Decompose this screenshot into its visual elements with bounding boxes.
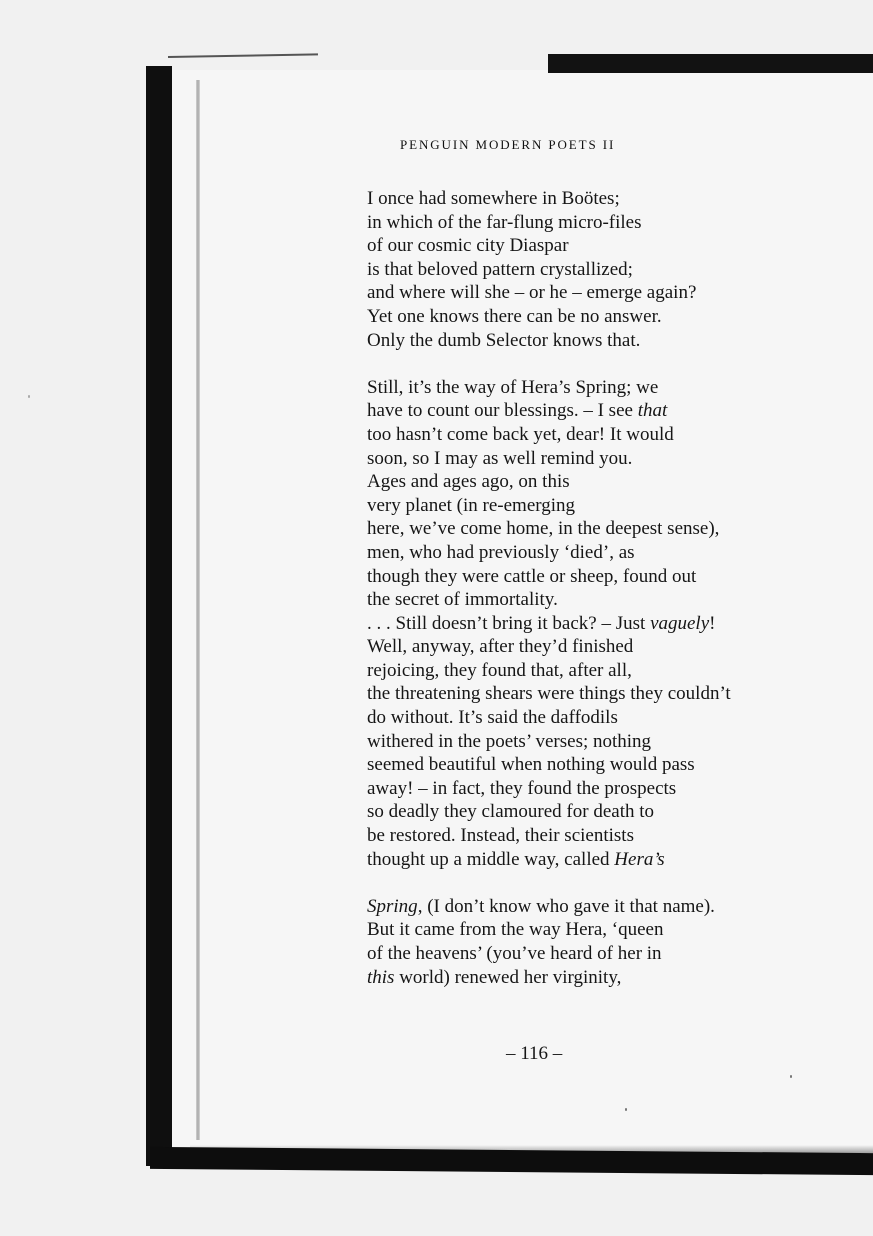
- line-text: and where will she – or he – emerge again?: [367, 282, 697, 304]
- line-text: world) renewed her virginity,: [394, 966, 622, 988]
- poem-line: [367, 800, 867, 824]
- poem-line: [367, 281, 867, 305]
- page-number: – 116 –: [506, 1043, 563, 1064]
- top-edge-rule: [168, 53, 318, 58]
- poem-line: [367, 612, 867, 636]
- line-text: , (I don’t know who gave it that name).: [417, 895, 715, 917]
- line-text: Yet one knows there can be no answer.: [367, 305, 662, 327]
- italic-text: vaguely: [650, 612, 710, 634]
- poem-line: [367, 588, 867, 612]
- poem-line: [367, 211, 867, 235]
- poem-line: [367, 895, 867, 919]
- poem-line: [367, 517, 867, 541]
- line-text: thought up a middle way, called: [367, 848, 615, 870]
- line-text: have to count our blessings. – I see: [367, 400, 638, 422]
- italic-text: Hera’s: [614, 848, 665, 870]
- poem-line: [367, 682, 867, 706]
- poem-line: [367, 966, 867, 990]
- scan-speck: [790, 1075, 792, 1078]
- line-text: of our cosmic city Diaspar: [367, 235, 569, 257]
- poem-line: [367, 399, 867, 423]
- line-text: soon, so I may as well remind you.: [367, 447, 633, 469]
- line-text: be restored. Instead, their scientists: [367, 825, 634, 847]
- line-text: the secret of immortality.: [367, 589, 558, 611]
- line-text: Ages and ages ago, on this: [367, 471, 570, 493]
- italic-text: this: [367, 966, 395, 988]
- poem-line: [367, 305, 867, 329]
- line-text: men, who had previously ‘died’, as: [367, 541, 635, 563]
- line-text: But it came from the way Hera, ‘queen: [367, 919, 664, 941]
- line-text: seemed beautiful when nothing would pass: [367, 754, 695, 776]
- line-text: of the heavens’ (you’ve heard of her in: [367, 943, 662, 964]
- poem-line: [367, 918, 867, 942]
- line-text: here, we’ve come home, in the deepest sense),: [367, 518, 720, 540]
- top-edge-shadow: [548, 54, 873, 73]
- poem-line: [367, 494, 867, 518]
- left-edge-shadow: [146, 66, 172, 1166]
- poem-line: [367, 848, 867, 872]
- poem-line: [367, 565, 867, 589]
- poem-line: [367, 187, 867, 211]
- poem-line: [367, 942, 867, 966]
- line-text: . . . Still doesn’t bring it back? – Just: [367, 612, 651, 634]
- line-text: Only the dumb Selector knows that.: [367, 329, 641, 351]
- scan-speck: [28, 395, 30, 398]
- stanza-break: [367, 871, 867, 895]
- line-text: in which of the far-flung micro-files: [367, 211, 642, 233]
- poem-line: [367, 730, 867, 754]
- line-text: Still, it’s the way of Hera’s Spring; we: [367, 376, 659, 398]
- line-text: do without. It’s said the daffodils: [367, 707, 618, 729]
- poem-line: [367, 824, 867, 848]
- italic-text: Spring: [367, 895, 418, 917]
- poem-line: [367, 447, 867, 471]
- line-text: is that beloved pattern crystallized;: [367, 258, 633, 280]
- line-text: !: [709, 612, 716, 634]
- line-text: though they were cattle or sheep, found out: [367, 565, 697, 587]
- line-text: rejoicing, they found that, after all,: [367, 659, 632, 681]
- line-text: Well, anyway, after they’d finished: [367, 636, 634, 658]
- poem-line: [367, 635, 867, 659]
- italic-text: that: [637, 400, 668, 422]
- poem-text: [367, 187, 867, 989]
- poem-line: [367, 541, 867, 565]
- line-text: too hasn’t come back yet, dear! It would: [367, 423, 674, 445]
- poem-line: [367, 753, 867, 777]
- poem-line: [367, 470, 867, 494]
- poem-line: [367, 777, 867, 801]
- poem-line: [367, 258, 867, 282]
- line-text: I once had somewhere in Boötes;: [367, 188, 620, 209]
- poem-line: [367, 423, 867, 447]
- poem-line: [367, 659, 867, 683]
- binding-gutter: [196, 80, 200, 1140]
- poem-line: [367, 376, 867, 400]
- line-text: very planet (in re-emerging: [367, 494, 576, 516]
- scan-speck: [625, 1108, 627, 1111]
- line-text: so deadly they clamoured for death to: [367, 801, 655, 823]
- running-head: PENGUIN MODERN POETS II: [400, 137, 616, 152]
- line-text: the threatening shears were things they couldn’t: [367, 683, 731, 705]
- line-text: away! – in fact, they found the prospects: [367, 777, 677, 799]
- stanza-break: [367, 352, 867, 376]
- poem-line: [367, 329, 867, 353]
- line-text: withered in the poets’ verses; nothing: [367, 730, 652, 752]
- poem-line: [367, 706, 867, 730]
- poem-line: [367, 234, 867, 258]
